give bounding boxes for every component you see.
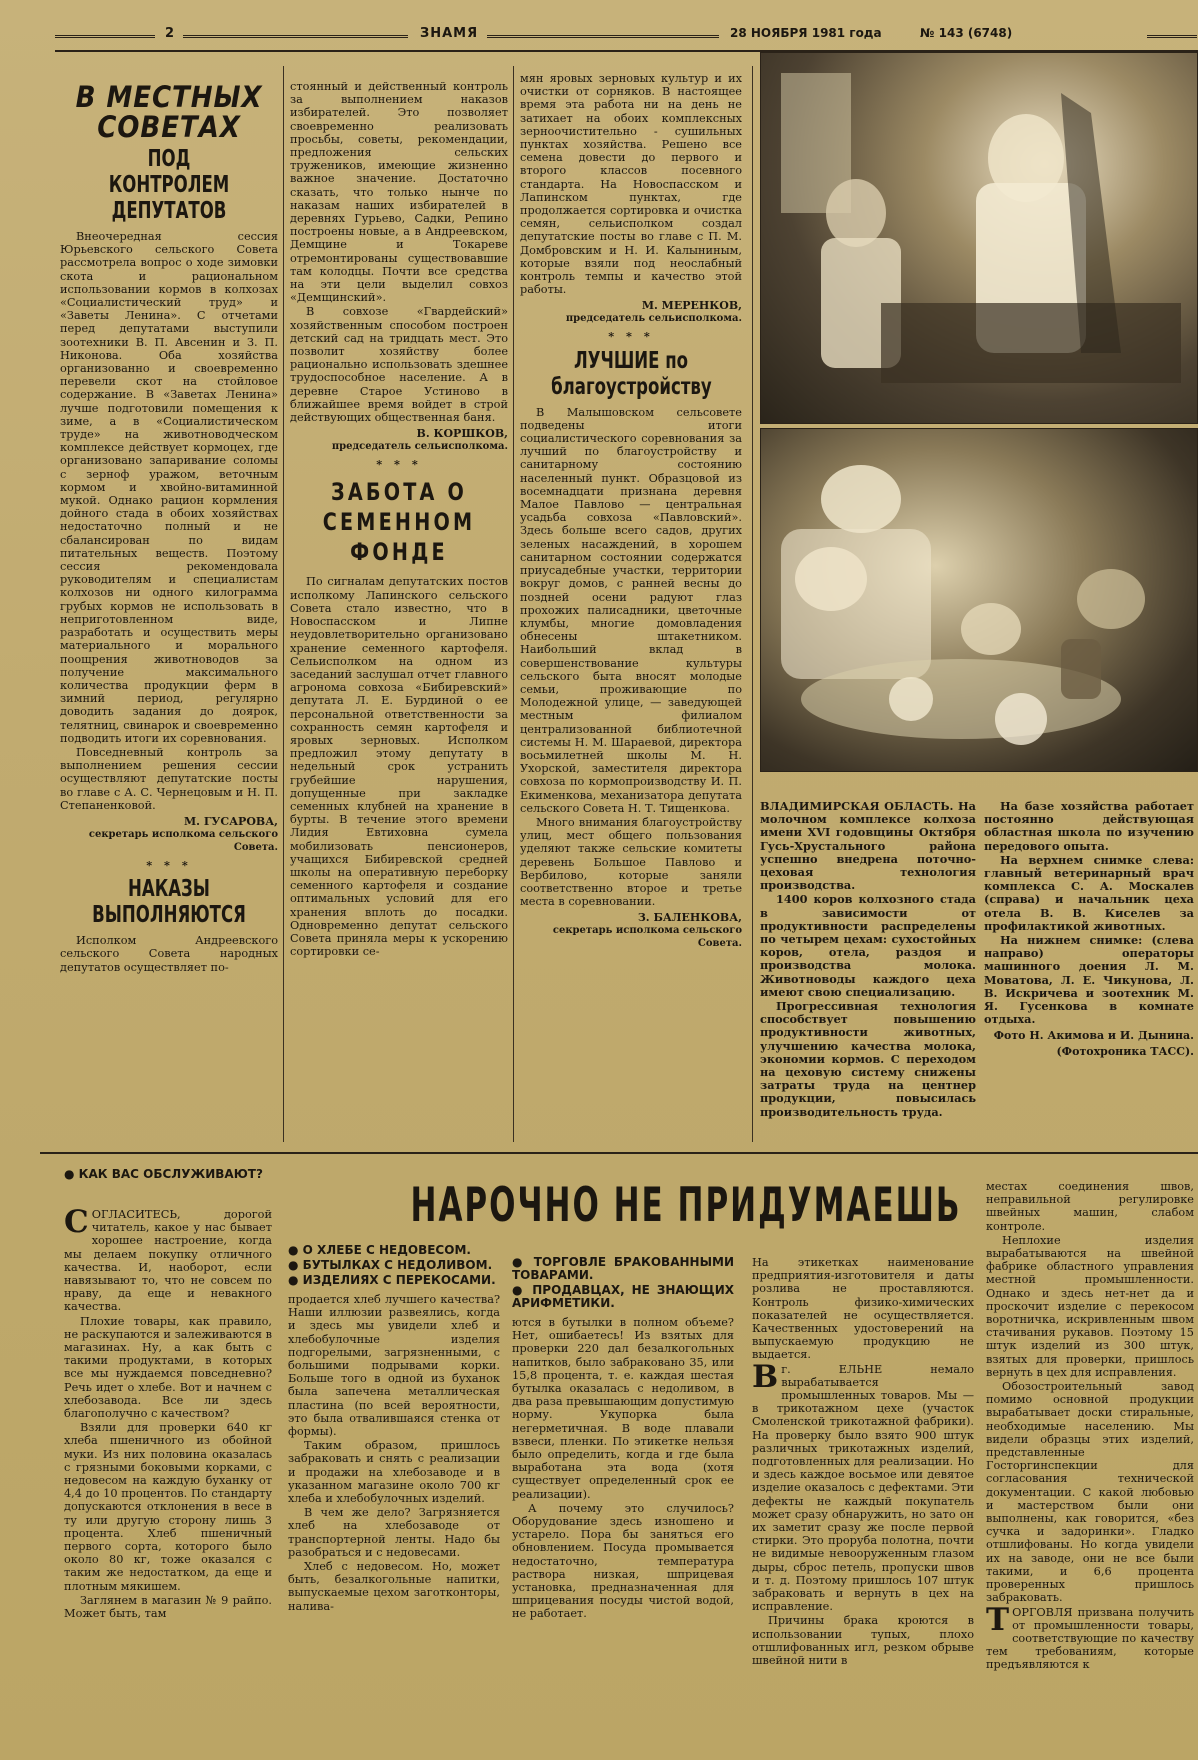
article-paragraph: В Малышовском сельсовете подведены итоги социалистического соревнования за лучший по благоустройству и санитарному состоянию населенный пункт. Образцовой из восемнадцати признана деревня Малое Павлово — центральная усадьба совхоза «Павловский». Здесь больше всего садов, других зеленых насаждений, в хорошем санитарном состоянии содержатся приусадебные участки, территории вокруг домов, с ранней весны до поздней осени радуют глаз прохожих палисадники, цветочные клумбы, многие домовладения обнесены штакетником. Наибольший вклад в совершенствование культуры сельского быта вносят молодые семьи, проживающие по Молодежной улице, — заведующей местным филиалом централизованной библиотечной системы Н. М. Шараевой, директора восьмилетней школы М. Н. Ухорской, заместителя директора совхоза по кормопроизводству И. П. Екименкова, механизатора депутата сельского Совета Н. Т. Тищенкова. bbox=[520, 405, 742, 815]
lead-paragraph: ОГЛАСИТЕСЬ, дорогой читатель, какое у нас бывает хорошее настроение, когда мы делаем покупку отличного качества. И, наоборот, если навязывают то, что не совсем по нраву, да еще и невакного качества. bbox=[64, 1208, 272, 1314]
article-title: ЗАБОТА О СЕМЕННОМ ФОНДЕ bbox=[322, 478, 476, 567]
signature-role: секретарь исполкома сельского Совета. bbox=[552, 925, 742, 950]
article-paragraph: Заглянем в магазин № 9 райпо. Может быть, там bbox=[64, 1593, 272, 1621]
subhead-text: ПРОДАВЦАХ, НЕ ЗНАЮЩИХ АРИФМЕТИКИ. bbox=[512, 1283, 734, 1310]
bottom-col5 bbox=[986, 1180, 1194, 1760]
article-paragraph: Неплохие изделия вырабатываются на швейной фабрике областного управления местной промышленности. Однако и здесь нет-нет да и проскочит изделие с перекосом воротничка, искривленным швом стачивания рукавов. Поэтому 15 штук изделий из 300 штук, взятых для проверки, пришлось вернуть в цех для исправления. bbox=[986, 1233, 1194, 1379]
bottom-col3 bbox=[512, 1256, 734, 1760]
signature bbox=[290, 427, 508, 453]
masthead bbox=[55, 0, 1198, 52]
article-paragraph: ОРГОВЛЯ призвана получить от промышленности товары, соответствующие по качеству тем требованиям, которые предъявляются к bbox=[986, 1605, 1194, 1672]
article-paragraph: местах соединения швов, неправильной регулировке швейных машин, слабом контроле. bbox=[986, 1180, 1194, 1233]
subhead-text: ИЗДЕЛИЯХ С ПЕРЕКОСАМИ. bbox=[302, 1273, 496, 1287]
bottom-article-title: НАРОЧНО НЕ ПРИДУМАЕШЬ bbox=[410, 1178, 962, 1233]
bottom-photo-image bbox=[761, 429, 1198, 772]
bottom-col1 bbox=[64, 1208, 272, 1760]
article-paragraph: На этикетках наименование предприятия-изготовителя и даты розлива не проставляются. Контроль физико-химических показателей не осуществляется. Качественных удостоверений на выпускаемую продукцию не выдается. bbox=[752, 1256, 974, 1362]
article-paragraph: Исполком Андреевского сельского Совета народных депутатов осуществляет по- bbox=[60, 934, 278, 974]
photo-agency: (Фотохроника ТАСС). bbox=[1056, 1045, 1194, 1059]
column-rule bbox=[752, 66, 753, 1142]
article-paragraph: ются в бутылки в полном объеме? Нет, ошибаетесь! Из взятых для проверки 220 дал безалкогольных напитков, было забраковано 35, или 15,8 процента, т. е. каждая шестая бутылка оказалась с недоливом, в два раза превышающим допустимую норму. Укупорка была негерметичная. В воде плавали взвеси, пленки. По этикетке нельзя было определить, когда и где была выработана эта вода (хотя существует определенный срок ее реализации). bbox=[512, 1316, 734, 1501]
bottom-col4 bbox=[752, 1256, 974, 1760]
article-paragraph: Взяли для проверки 640 кг хлеба пшеничного из обойной муки. Из них половина оказалась с грязными боковыми корками, с недовесом на каждую буханку от 4,4 до 10 процентов. По стандарту допускаются отклонения в весе в ту или другую сторону лишь 3 процента. Хлеб пшеничный первого сорта, которого было около 80 кг, тоже оказался с таким же недостатком, да еще и плотным мякишем. bbox=[64, 1421, 272, 1593]
column-1 bbox=[60, 82, 278, 1142]
article-paragraph: Внеочередная сессия Юрьевского сельского Совета рассмотрела вопрос о ходе зимовки скота и рациональном использовании кормов в колхозах «Социалистический труд» и «Заветы Ленина». С отчетами перед депутатами выступили зоотехники В. П. Авсенин и З. П. Никонова. Оба хозяйства организованно и своевременно перевели скот на стойловое содержание. В «Заветах Ленина» лучше подготовили помещения к зиме, а в «Социалистическом труде» на животноводческом комплексе действует кормоцех, где организовано запаривание соломы с зерноф уражом, веточным кормом и хвойно-витаминной мукой. Однако рацион кормления дойного стада в обоих хозяйствах недостаточно полный и не сбалансирован по видам питательных веществ. Поэтому сессия рекомендовала руководителям и специалистам колхозов ни одного килограмма грубых кормов не использовать в неприготовленном виде, разработать и осуществить меры материального и морального поощрения животноводов за получение максимального количества продукции ферм в зимний период, регулярно доводить задания до доярок, телятниц, свинарок и своевременно подводить итоги их соревнования. bbox=[60, 230, 278, 745]
issue-number: № 143 (6748) bbox=[920, 26, 1013, 40]
article-paragraph: Причины брака кроются в использовании тупых, плохо отшлифованных игл, резком обрыве швейной нити в bbox=[752, 1614, 974, 1668]
signature bbox=[520, 911, 742, 950]
subhead-text: ТОРГОВЛЕ БРАКОВАННЫМИ ТОВАРАМИ. bbox=[512, 1256, 734, 1282]
caption-paragraph: На базе хозяйства работает постоянно действующая областная школа по изучению передового опыта. bbox=[984, 800, 1194, 853]
masthead-rule bbox=[55, 35, 155, 41]
article-paragraph: стоянный и действенный контроль за выполнением наказов избирателей. Это позволяет своевременно реализовать просьбы, советы, рекомендации, предложения сельских тружеников, имеющие жизненно важное значение. Достаточно сказать, что только нынче по наказам наших избирателей в деревнях Гурьево, Садки, Репино построены новые, а в Андреевском, Демщине и Токареве отремонтированы существовавшие там колодцы. Почти все средства на эти цели выделил совхоз «Демщинский». bbox=[290, 80, 508, 305]
article-paragraph: По сигналам депутатских постов исполкому Лапинского сельского Совета стало известно, что в Новоспасском и Липне неудовлетворительно организовано хранение семенного картофеля. Сельисполком на одном из заседаний заслушал отчет главного агронома совхоза «Бибиревский» депутата Л. Е. Бурдиной о ее персональной ответственности за сохранность семян картофеля и яровых зерновых. Исполком предложил этому депутату в недельный срок устранить грубейшие нарушения, допущенные при закладке семенных клубней на хранение в бурты. В течение этого времени Лидия Евтиховна сумела мобилизовать пенсионеров, учащихся Бибиревской средней школы на оперативную переборку семенного картофеля и создание оптимальных условий для его хранения вплоть до посадки. Одновременно депутат сельского Совета приняла меры к ускорению сортировки се- bbox=[290, 575, 508, 959]
separator-stars: * * * bbox=[608, 329, 654, 344]
signature-role: председатель сельисполкома. bbox=[565, 313, 742, 325]
subhead-text: БУТЫЛКАХ С НЕДОЛИВОМ. bbox=[302, 1258, 493, 1272]
column-2 bbox=[290, 80, 508, 1142]
article-paragraph: В совхозе «Гвардейский» хозяйственным способом построен детский сад на тридцать мест. Это позволит хозяйству более рационально использовать здешнее трудоспособное население. А в деревне Старое Устиново в ближайшее время войдет в строй действующих общественная баня. bbox=[290, 305, 508, 425]
article-paragraph: Много внимания благоустройству улиц, мест общего пользования уделяют также сельские комитеты деревень Большое Павлово и Вербилово, которые заняли соответственно второе и третье места в соревновании. bbox=[520, 815, 742, 909]
signature bbox=[520, 299, 742, 325]
section-rule bbox=[40, 1152, 1198, 1154]
bottom-rubric-text: КАК ВАС ОБСЛУЖИВАЮТ? bbox=[78, 1167, 263, 1181]
article-paragraph: продается хлеб лучшего качества? Наши иллюзии развеялись, когда и здесь мы увидели хлеб и хлебобулочные изделия подгорелыми, загрязненными, с большими подрывами корки. Больше того в одной из буханок была запечена металлическая пластина (по всей вероятности, это была отвалившаяся стенка от формы). bbox=[288, 1293, 500, 1439]
subhead: ● ИЗДЕЛИЯХ С ПЕРЕКОСАМИ. bbox=[288, 1273, 496, 1287]
paper-name: ЗНАМЯ bbox=[420, 26, 479, 41]
top-photo-image bbox=[761, 53, 1198, 424]
subhead: ● О ХЛЕБЕ С НЕДОВЕСОМ. bbox=[288, 1244, 471, 1257]
subhead-text: О ХЛЕБЕ С НЕДОВЕСОМ. bbox=[302, 1244, 471, 1257]
dropcap: Т bbox=[986, 1601, 1010, 1638]
signature bbox=[60, 815, 278, 854]
rubric-heading: В МЕСТНЫХ СОВЕТАХ bbox=[75, 82, 263, 144]
subhead: ● БУТЫЛКАХ С НЕДОЛИВОМ. bbox=[288, 1258, 493, 1272]
article-paragraph: А почему это случилось? Оборудование здесь изношено и устарело. Пора бы заняться его обновлением. Посуда промывается недостаточно, температура раствора низкая, шприцевая установка, предназначенная для шприцевания посуды чистой водой, не работает. bbox=[512, 1501, 734, 1621]
signature-name: М. МЕРЕНКОВ, bbox=[641, 299, 742, 313]
article-title: ПОД КОНТРОЛЕМ ДЕПУТАТОВ bbox=[108, 146, 230, 224]
caption-lead: ВЛАДИМИРСКАЯ ОБЛАСТЬ. На молочном комплексе колхоза имени XVI годовщины Октября Гусь-Хрустального района успешно внедрена поточно-цеховая технология производства. bbox=[760, 800, 976, 893]
signature-name: З. БАЛЕНКОВА, bbox=[637, 911, 742, 925]
article-paragraph: мян яровых зерновых культур и их очистки от сорняков. В настоящее время эта работа ни на день не затихает на обоих комплексных зерноочистительно - сушильных пунктах хозяйства. Решено все семена довести до первого и второго классов посевного стандарта. На Новоспасском и Лапинском пунктах, где продолжается сортировка и очистка семян, сельисполком создал депутатские посты во главе с П. М. Домбровским и Н. И. Калыниным, которые взяли под неослабный контроль темпы и качество этой работы. bbox=[520, 72, 742, 297]
separator-stars: * * * bbox=[376, 457, 422, 472]
dropcap: С bbox=[64, 1208, 89, 1240]
bottom-photo bbox=[760, 428, 1198, 772]
subhead: ● ТОРГОВЛЕ БРАКОВАННЫМИ ТОВАРАМИ. bbox=[512, 1256, 734, 1282]
article-paragraph: Хлеб с недовесом. Но, может быть, безалкогольные напитки, выпускаемые цехом заготконторы, наливa- bbox=[288, 1560, 500, 1613]
signature-name: В. КОРШКОВ, bbox=[416, 427, 508, 441]
dropcap: В bbox=[752, 1358, 779, 1395]
photo-caption-col2 bbox=[984, 800, 1194, 1142]
article-title: ЛУЧШИЕ по благоустройству bbox=[551, 347, 712, 400]
subhead: ● ПРОДАВЦАХ, НЕ ЗНАЮЩИХ АРИФМЕТИКИ. bbox=[512, 1283, 734, 1310]
photo-credit: Фото Н. Акимова и И. Дынина. bbox=[993, 1029, 1194, 1043]
masthead-rule bbox=[183, 35, 408, 41]
top-photo bbox=[760, 52, 1198, 424]
article-paragraph: Плохие товары, как правило, не раскупаются и залеживаются в магазинах. Ну, а как быть с такими продуктами, в которых все мы нуждаемся повседневно? Речь идет о хлебе. Вот и начнем с хлебозавода. Все ли здесь благополучно с качеством? bbox=[64, 1314, 272, 1421]
article-paragraph: г. ЕЛЬНЕ немало вырабатывается промышленных товаров. Мы — в трикотажном цехе (участок Смоленской трикотажной фабрики). На проверку было взято 900 штук различных трикотажных изделий, подготовленных для реализации. Но и здесь каждое восьмое или девятое изделие оказалось с дефектами. Эти дефекты не каждый покупатель может сразу обнаружить, но зато он их заметит сразу же после первой стирки. Это проруба полотна, почти не видимые невооруженным глазом дыры, сброс петель, пропуски швов и т. д. Поэтому пришлось 107 штук забраковать и вернуть в цех на исправление. bbox=[752, 1362, 974, 1614]
photo-caption-col1 bbox=[760, 800, 976, 1142]
column-rule bbox=[513, 66, 514, 1142]
article-paragraph: Таким образом, пришлось забраковать и снять с реализации и продажи на хлебозаводе и в указанном магазине около 700 кг хлеба и хлебобулочных изделий. bbox=[288, 1439, 500, 1506]
column-3 bbox=[520, 72, 742, 1142]
separator-stars: * * * bbox=[146, 857, 192, 872]
article-title: НАКАЗЫ ВЫПОЛНЯЮТСЯ bbox=[92, 876, 246, 929]
masthead-rule bbox=[1147, 35, 1197, 41]
signature-name: М. ГУСАРОВА, bbox=[183, 814, 278, 828]
article-paragraph: В чем же дело? Загрязняется хлеб на хлебозаводе от транспортерной ленты. Надо бы разобраться и с недовесами. bbox=[288, 1506, 500, 1559]
signature-role: секретарь исполкома сельского Совета. bbox=[88, 828, 278, 853]
signature-role: председатель сельисполкома. bbox=[331, 441, 508, 453]
page-number: 2 bbox=[165, 26, 175, 41]
article-paragraph: Повседневный контроль за выполнением решения сессии осуществляют депутатские посты во главе с А. С. Чернецовым и Н. П. Степаненковой. bbox=[60, 745, 278, 812]
caption-paragraph: На нижнем снимке: (слева направо) операторы машинного доения Л. М. Моватова, Л. Е. Чикунова, Л. В. Искричева и зоотехник М. Я. Гусенкова в комнате отдыха. bbox=[984, 933, 1194, 1027]
article-paragraph: Обозостроительный завод помимо основной продукции вырабатывает доски стиральные, необходимые населению. Мы видели образцы этих изделий, представленные Госторгинспекции для согласования технической документации. С какой любовью и мастерством были они выполнены, как говорится, «без сучка и задоринки». Гладко отшлифованы. Но когда увидели их на заводе, они не все были такими, и 6,6 процента проверенных пришлось забраковать. bbox=[986, 1380, 1194, 1605]
bottom-col2 bbox=[288, 1244, 500, 1760]
caption-paragraph: На верхнем снимке слева: главный ветеринарный врач комплекса С. А. Москалев (справа) и начальник цеха отела В. В. Киселев за профилактикой животных. bbox=[984, 852, 1194, 933]
issue-date: 28 НОЯБРЯ 1981 года bbox=[730, 26, 882, 40]
bottom-rubric: ● КАК ВАС ОБСЛУЖИВАЮТ? bbox=[64, 1167, 263, 1181]
column-rule bbox=[283, 66, 284, 1142]
caption-paragraph: 1400 коров колхозного стада в зависимости от продуктивности распределены по четырем цехам: сухостойных коров, отела, раздоя и производства молока. Животноводы каждого цеха имеют свою специализацию. bbox=[760, 892, 976, 999]
caption-paragraph: Прогрессивная технология способствует повышению продуктивности животных, улучшению качества молока, экономии кормов. С переходом на цеховую систему снижены затраты труда на центнер продукции, повысилась производительность труда. bbox=[760, 999, 976, 1119]
masthead-rule bbox=[487, 35, 719, 41]
